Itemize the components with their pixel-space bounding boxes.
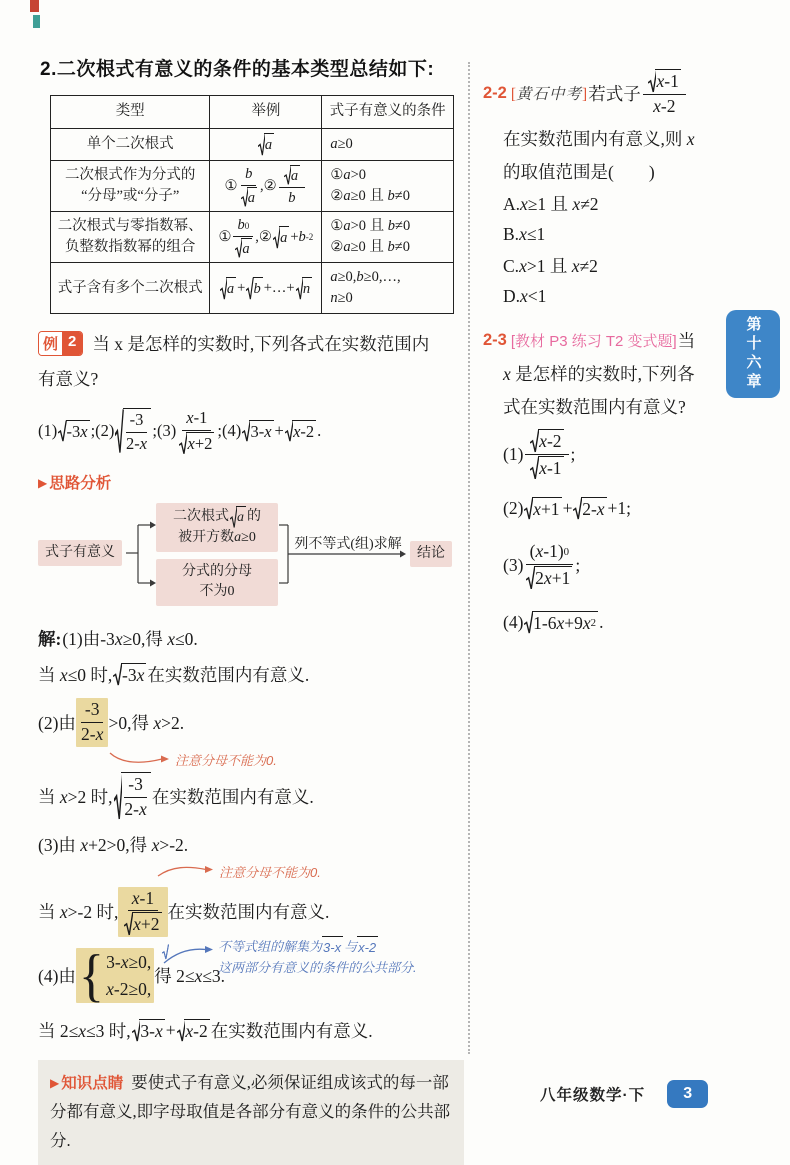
annotation-arrow-icon [108, 751, 172, 767]
table-header-condition: 式子有意义的条件 [322, 96, 454, 129]
cell-example: ① $\frac{b}{a}$ ,② $\frac{a}{b}$ [210, 161, 322, 212]
solution [38, 623, 464, 1046]
triangle-bullet-icon: ▶ [50, 1075, 60, 1090]
solution-line-5: (3)由 x+2>0,得 x>-2. [38, 835, 189, 856]
cell-example: ① b 0 a ,② a +b -2 [210, 212, 322, 263]
problem-2-2-line-2: 在实数范围内有意义,则 x [503, 129, 695, 149]
problem-2-3 [483, 324, 735, 637]
problem-item-4: (4) 1-6x+9x 2 . [503, 611, 604, 633]
flow-end-box: 结论 [410, 541, 452, 567]
solution-line-7: (4)由 { 3-x≥0, x-2≥0, 得 2≤x≤3. 不等式组的解集为 3-x 与 x-2 这两部分有意义的条件的公共部分. [38, 948, 464, 1003]
cell-type: 式子含有多个二次根式 [51, 263, 210, 314]
problem-id: 2-3 [483, 331, 507, 349]
cell-example: a + b +…+ n [210, 263, 322, 314]
annotation-arrow-icon [162, 944, 216, 966]
cell-condition: ①a>0 且 b≠0 ②a≥0 且 b≠0 [322, 212, 454, 263]
analysis-label [38, 471, 464, 493]
table-row [51, 129, 454, 161]
section-heading: 2.二次根式有意义的条件的基本类型总结如下: [40, 59, 435, 80]
problem-item-3: (3) (x-1) 0 2x+1 ; [503, 540, 581, 588]
problem-2-3-intro [483, 324, 735, 357]
cell-type: 二次根式与零指数幂、 负整数指数幂的组合 [51, 212, 210, 263]
column-divider [468, 62, 470, 1054]
solution-line-6: 当 x>-2 时, $\frac{x-1}{x+2}$ 在实数范围内有意义. 注意分母不能为0. [38, 887, 464, 938]
problem-2-2 [483, 64, 735, 312]
chapter-tab: 第十六章 [726, 310, 780, 398]
table-header-example: 举例 [210, 96, 322, 129]
table-row [51, 263, 454, 314]
solution-line-1: 解: (1)由-3x≥0,得 x≤0. [38, 623, 464, 653]
tip-label-text: 知识点睛 [61, 1074, 124, 1092]
left-column [38, 54, 464, 1165]
print-mark-teal [33, 15, 40, 28]
flow-branch-top-box: 二次根式 a 的 被开方数a≥0 [156, 503, 278, 552]
table-row [51, 212, 454, 263]
tip-text: 要使式子有意义,必须保证组成该式的每一部分都有意义,即字母取值是各部分有意义的条件的公共部分. [50, 1072, 451, 1150]
solution-line-4: 当 x>2 时, $\frac{-3}{2-x}$ 在实数范围内有意义. [38, 773, 314, 819]
print-mark-red [30, 0, 39, 12]
example-badge [38, 331, 83, 356]
footer-book-label: 八年级数学·下 [540, 1087, 646, 1104]
margin-note-text: 注意分母不能为0. [219, 864, 321, 880]
option-a: A.x≥1 且 x≠2 [503, 194, 599, 214]
example-question-text: 当 x 是怎样的实数时,下列各式在实数范围内 [92, 334, 430, 355]
page-footer [540, 1080, 708, 1108]
analysis-label-text: 思路分析 [49, 475, 112, 493]
flow-branch-bottom-box: 分式的分母 不为0 [156, 559, 278, 606]
margin-note-intersection: 不等式组的解集为 3-x 与 x-2 这两部分有意义的条件的公共部分. [218, 936, 417, 977]
flow-arrow-label: 列不等式(组)求解 [294, 537, 402, 553]
problem-item-1: (1) $\frac{x-2}{x-1}$ ; [503, 430, 576, 478]
problem-intro-tail: 当 [677, 331, 696, 351]
cell-type: 二次根式作为分式的 “分母”或“分子” [51, 161, 210, 212]
cell-example: a [210, 129, 322, 161]
problem-2-3-line-2: x 是怎样的实数时,下列各 [503, 364, 695, 384]
table-header-row [51, 96, 454, 129]
example-badge-prefix: 例 [39, 332, 62, 355]
annotation-arrow-icon [156, 863, 216, 879]
problem-id: 2-2 [483, 83, 507, 102]
margin-note-denominator-2 [156, 862, 321, 881]
problem-2-3-line-3: 式在实数范围内有意义? [503, 397, 686, 417]
knowledge-tip-box [38, 1060, 464, 1165]
example-badge-number: 2 [62, 332, 82, 355]
problem-item-2: (2) x+1 + 2-x +1; [503, 497, 632, 519]
cell-condition: a≥0,b≥0,…, n≥0 [322, 263, 454, 314]
problem-2-2-line-3: 的取值范围是( ) [503, 162, 655, 182]
example-expressions: (1) -3x ;(2) $\frac{-3}{2-x}$ ;(3) $\frac{x-1}{x+2}$ ;(4) 3-x + x-2 . [38, 407, 322, 453]
table-header-type: 类型 [51, 96, 210, 129]
margin-note-denominator-1 [108, 750, 277, 769]
example-2-block [38, 331, 464, 457]
cell-type: 单个二次根式 [51, 129, 210, 161]
option-b: B.x≤1 [503, 224, 546, 244]
problem-source: [教材 P3 练习 T2 变式题] [510, 333, 677, 350]
solution-line-8: 当 2≤x≤3 时, 3-x + x-2 在实数范围内有意义. [38, 1020, 373, 1042]
flow-diagram [38, 503, 464, 611]
page-number-badge: 3 [667, 1080, 708, 1108]
problem-source: [黄石中考] [510, 86, 588, 103]
option-c: C.x>1 且 x≠2 [503, 256, 598, 276]
example-question-line-2: 有意义? [38, 369, 99, 390]
triangle-bullet-icon: ▶ [38, 476, 48, 491]
cell-condition: a≥0 [322, 129, 454, 161]
cell-condition: ①a>0 ②a≥0 且 b≠0 [322, 161, 454, 212]
margin-note-text: 注意分母不能为0. [175, 752, 277, 768]
summary-table [50, 95, 454, 314]
solution-line-3: (2)由 $\frac{-3}{2-x}$ >0,得 x>2. 注意分母不能为0. [38, 699, 277, 768]
solution-line-2: 当 x≤0 时, -3x 在实数范围内有意义. [38, 664, 310, 685]
problem-2-2-intro: 2-2 [黄石中考] 若式子 x-1 x-2 [483, 64, 735, 122]
example-question-line-1 [38, 331, 464, 356]
right-column [483, 64, 735, 637]
flow-start-box: 式子有意义 [38, 540, 122, 566]
option-d: D.x<1 [503, 286, 547, 306]
solution-prefix: 解: [38, 628, 62, 649]
tip-label [50, 1075, 123, 1092]
table-row [51, 161, 454, 212]
